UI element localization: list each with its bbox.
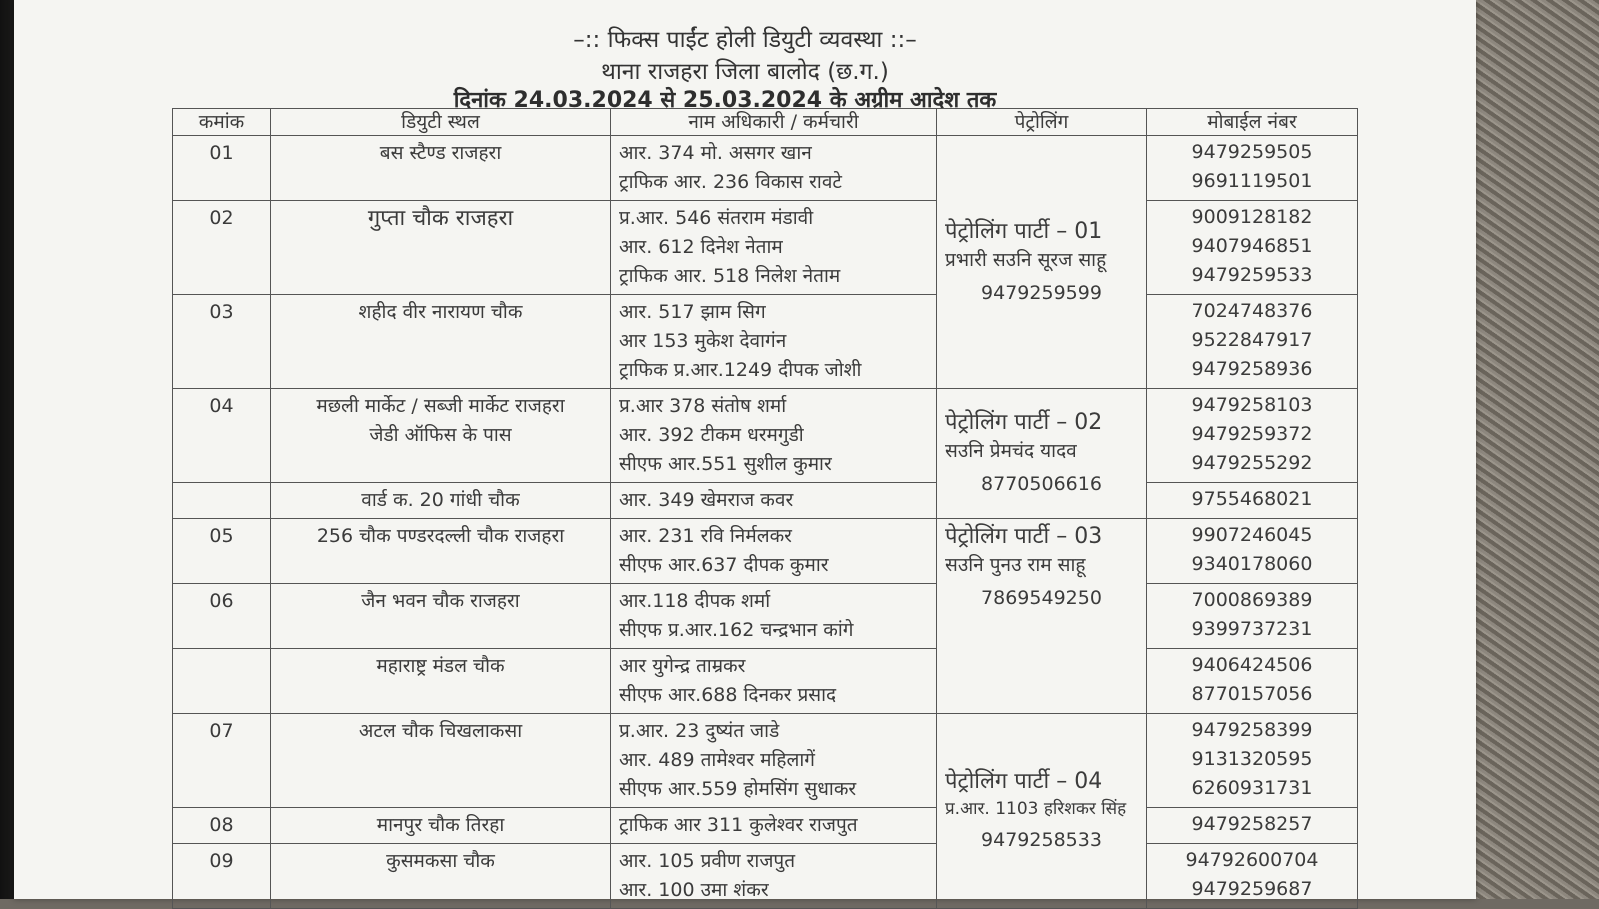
table-header-row (173, 109, 1358, 136)
row-serial (173, 649, 271, 714)
header-place: डियुटी स्थल (271, 109, 611, 136)
row-staff (611, 201, 937, 295)
staff-name: आर. 374 मो. असगर खान (619, 142, 812, 164)
mobile-number: 9479258103 (1191, 394, 1313, 416)
staff-name: आर. 105 प्रवीण राजपुत (619, 850, 796, 872)
patrol-cell (937, 714, 1147, 909)
row-serial: 03 (173, 295, 271, 389)
table-row (173, 584, 1358, 649)
table-row (173, 389, 1358, 483)
patrol-officer: प्रभारी सउनि सूरज साहू (945, 248, 1107, 271)
staff-name: प्र.आर. 23 दुष्यंत जाडे (619, 720, 780, 742)
row-place: महाराष्ट्र मंडल चौक (271, 649, 611, 714)
table-row (173, 136, 1358, 201)
mobile-number: 9009128182 (1191, 206, 1313, 228)
table-row (173, 649, 1358, 714)
mobile-number: 9406424506 (1191, 654, 1313, 676)
staff-name: ट्राफिक आर. 518 निलेश नेताम (619, 265, 841, 287)
table-row (173, 808, 1358, 844)
row-staff (611, 584, 937, 649)
row-staff (611, 649, 937, 714)
table-row (173, 714, 1358, 808)
mobile-number: 9479255292 (1191, 452, 1313, 474)
mobile-number: 7000869389 (1191, 589, 1313, 611)
table-row (173, 519, 1358, 584)
row-serial: 09 (173, 844, 271, 909)
row-mobile (1147, 483, 1358, 519)
patrol-phone: 9479258533 (981, 829, 1102, 851)
mobile-number: 9691119501 (1191, 170, 1313, 192)
mobile-number: 9479259505 (1191, 141, 1313, 163)
patrol-cell (937, 519, 1147, 714)
table-row (173, 483, 1358, 519)
patrol-phone: 8770506616 (981, 473, 1102, 495)
row-place: शहीद वीर नारायण चौक (271, 295, 611, 389)
row-staff (611, 808, 937, 844)
staff-name: आर 153 मुकेश देवागंन (619, 330, 787, 352)
header-patrol: पेट्रोलिंग (937, 109, 1147, 136)
row-staff (611, 389, 937, 483)
row-serial: 01 (173, 136, 271, 201)
patrol-cell (937, 389, 1147, 519)
mobile-number: 9479259372 (1191, 423, 1313, 445)
staff-name: सीएफ आर.637 दीपक कुमार (619, 554, 829, 576)
mobile-number: 6260931731 (1191, 777, 1313, 799)
row-place: वार्ड क. 20 गांधी चौक (271, 483, 611, 519)
staff-name: सीएफ आर.551 सुशील कुमार (619, 453, 832, 475)
row-place: कुसमकसा चौक (271, 844, 611, 909)
mobile-number: 9479258936 (1191, 358, 1313, 380)
row-place: जैन भवन चौक राजहरा (271, 584, 611, 649)
row-staff (611, 295, 937, 389)
patrol-name: पेट्रोलिंग पार्टी – 01 (945, 218, 1103, 244)
mobile-number: 94792600704 (1185, 849, 1319, 871)
patrol-phone: 7869549250 (981, 587, 1102, 609)
row-place: 256 चौक पण्डरदल्ली चौक राजहरा (271, 519, 611, 584)
row-serial: 04 (173, 389, 271, 483)
staff-name: आर युगेन्द्र ताम्रकर (619, 655, 746, 677)
place-note: जेडी ऑफिस के पास (369, 424, 512, 446)
mobile-number: 9755468021 (1191, 488, 1313, 510)
duty-table (172, 108, 1358, 909)
staff-name: सीएफ आर.688 दिनकर प्रसाद (619, 684, 837, 706)
mobile-number: 9399737231 (1191, 618, 1313, 640)
row-staff (611, 483, 937, 519)
row-place: गुप्ता चौक राजहरा (271, 201, 611, 295)
row-serial: 02 (173, 201, 271, 295)
mobile-number: 9479258257 (1191, 813, 1313, 835)
table-row (173, 295, 1358, 389)
mobile-number: 9522847917 (1191, 329, 1313, 351)
document-title: –:: फिक्स पाईंट होली डियुटी व्यवस्था ::– (573, 27, 917, 53)
staff-name: सीएफ प्र.आर.162 चन्द्रभान कांगे (619, 619, 854, 641)
staff-name: आर. 100 उमा शंकर (619, 879, 769, 901)
staff-name: आर. 489 तामेश्वर महिलागें (619, 749, 816, 771)
row-place: बस स्टैण्ड राजहरा (271, 136, 611, 201)
patrol-cell (937, 136, 1147, 389)
patrol-officer: प्र.आर. 1103 हरिशकर सिंह (945, 799, 1127, 819)
row-serial: 06 (173, 584, 271, 649)
row-mobile (1147, 136, 1358, 201)
place-name: मछली मार्केट / सब्जी मार्केट राजहरा (316, 395, 565, 417)
row-staff (611, 519, 937, 584)
row-mobile (1147, 295, 1358, 389)
mobile-number: 9907246045 (1191, 524, 1313, 546)
mobile-number: 8770157056 (1191, 683, 1313, 705)
mobile-number: 9407946851 (1191, 235, 1313, 257)
row-serial: 05 (173, 519, 271, 584)
mobile-number: 9479259533 (1191, 264, 1313, 286)
patrol-officer: सउनि प्रेमचंद यादव (945, 440, 1077, 462)
mobile-number: 9131320595 (1191, 748, 1313, 770)
police-station-line: थाना राजहरा जिला बालोद (छ.ग.) (601, 59, 889, 85)
staff-name: प्र.आर 378 संतोष शर्मा (619, 395, 787, 417)
table-row (173, 201, 1358, 295)
mobile-number: 9479259687 (1191, 878, 1313, 900)
staff-name: आर. 349 खेमराज कवर (619, 489, 794, 511)
row-serial (173, 483, 271, 519)
row-mobile (1147, 389, 1358, 483)
staff-name: आर. 231 रवि निर्मलकर (619, 525, 792, 547)
staff-name: सीएफ आर.559 होमसिंग सुधाकर (619, 778, 857, 800)
staff-name: प्र.आर. 546 संतराम मंडावी (619, 207, 814, 229)
mobile-number: 7024748376 (1191, 300, 1313, 322)
staff-name: ट्राफिक आर. 236 विकास रावटे (619, 171, 842, 193)
row-mobile (1147, 714, 1358, 808)
row-mobile (1147, 519, 1358, 584)
staff-name: आर. 612 दिनेश नेताम (619, 236, 783, 258)
row-staff (611, 714, 937, 808)
row-serial: 08 (173, 808, 271, 844)
row-staff (611, 136, 937, 201)
header-staff: नाम अधिकारी / कर्मचारी (611, 109, 937, 136)
staff-name: आर. 392 टीकम धरमगुडी (619, 424, 804, 446)
background-surface (1459, 0, 1599, 899)
patrol-name: पेट्रोलिंग पार्टी – 03 (945, 524, 1103, 549)
staff-name: ट्राफिक आर 311 कुलेश्वर राजपुत (619, 814, 858, 836)
row-serial: 07 (173, 714, 271, 808)
patrol-name: पेट्रोलिंग पार्टी – 02 (945, 410, 1103, 435)
row-place: अटल चौक चिखलाकसा (271, 714, 611, 808)
patrol-officer: सउनि पुनउ राम साहू (945, 554, 1086, 576)
row-mobile (1147, 808, 1358, 844)
staff-name: ट्राफिक प्र.आर.1249 दीपक जोशी (619, 359, 862, 381)
row-mobile (1147, 201, 1358, 295)
mobile-number: 9340178060 (1191, 553, 1313, 575)
patrol-name: पेट्रोलिंग पार्टी – 04 (945, 769, 1103, 794)
date-range-line: दिनांक 24.03.2024 से 25.03.2024 के अग्रीम आदेश तक (453, 88, 997, 113)
staff-name: आर. 517 झाम सिग (619, 301, 766, 323)
header-mobile: मोबाईल नंबर (1147, 109, 1358, 136)
row-mobile (1147, 649, 1358, 714)
row-mobile (1147, 584, 1358, 649)
row-place (271, 389, 611, 483)
patrol-phone: 9479259599 (981, 281, 1102, 304)
header-serial: कमांक (173, 109, 271, 136)
staff-name: आर.118 दीपक शर्मा (619, 590, 771, 612)
row-place: मानपुर चौक तिरहा (271, 808, 611, 844)
mobile-number: 9479258399 (1191, 719, 1313, 741)
